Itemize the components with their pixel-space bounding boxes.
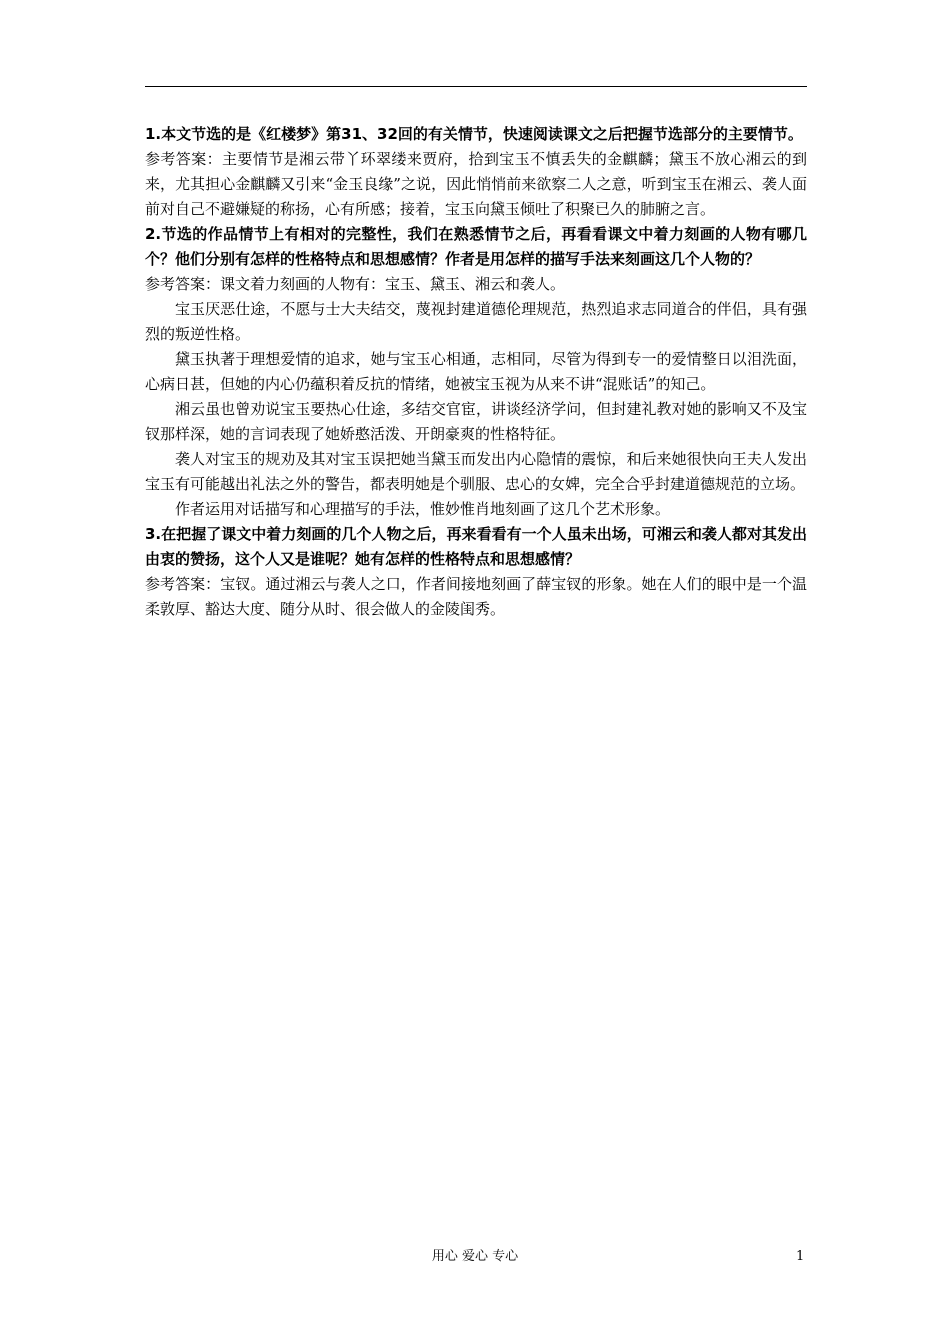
- page-number: 1: [796, 1249, 805, 1264]
- answer-paragraph-xiren: 袭人对宝玉的规劝及其对宝玉误把她当黛玉而发出内心隐情的震惊，和后来她很快向王夫人发出宝玉有可能越出礼法之外的警告，都表明她是个驯服、忠心的女婢，完全合乎封建道德规范的立场。: [145, 450, 807, 493]
- question-2-section: [145, 222, 807, 522]
- question-1-section: [145, 122, 807, 222]
- question-2-text: 2.节选的作品情节上有相对的完整性，我们在熟悉情节之后，再看看课文中着力刻画的人物有哪几个？他们分别有怎样的性格特点和思想感情？作者是用怎样的描写手法来刻画这几个人物的？: [145, 225, 807, 268]
- question-2-answer: 参考答案：课文着力刻画的人物有：宝玉、黛玉、湘云和袭人。: [145, 275, 566, 293]
- header-rule: [145, 86, 807, 87]
- document-body: [145, 122, 807, 622]
- question-3-section: [145, 522, 807, 622]
- answer-paragraph-baoyu: 宝玉厌恶仕途，不愿与士大夫结交，蔑视封建道德伦理规范，热烈追求志同道合的伴侣，具有强烈的叛逆性格。: [145, 300, 807, 343]
- answer-paragraph-xiangyun: 湘云虽也曾劝说宝玉要热心仕途，多结交官宦，讲谈经济学问，但封建礼教对她的影响又不及宝钗那样深，她的言词表现了她娇憨活泼、开朗豪爽的性格特征。: [145, 400, 807, 443]
- question-3-text: 3.在把握了课文中着力刻画的几个人物之后，再来看看有一个人虽未出场，可湘云和袭人都对其发出由衷的赞扬，这个人又是谁呢？她有怎样的性格特点和思想感情？: [145, 525, 807, 568]
- question-1-answer: 参考答案：主要情节是湘云带丫环翠缕来贾府，拾到宝玉不慎丢失的金麒麟；黛玉不放心湘云的到来，尤其担心金麒麟又引来“金玉良缘”之说，因此悄悄前来欲察二人之意，听到宝玉在湘云、袭人面前对自己不避嫌疑的称扬，心有所感；接着，宝玉向黛玉倾吐了积聚已久的肺腑之言。: [145, 150, 807, 218]
- answer-paragraph-daiyu: 黛玉执著于理想爱情的追求，她与宝玉心相通，志相同，尽管为得到专一的爱情整日以泪洗面，心病日甚，但她的内心仍蕴积着反抗的情绪，她被宝玉视为从来不讲“混账话”的知己。: [145, 350, 807, 393]
- answer-paragraph-technique: 作者运用对话描写和心理描写的手法，惟妙惟肖地刻画了这几个艺术形象。: [175, 500, 671, 518]
- footer-motto: 用心 爱心 专心: [431, 1249, 519, 1264]
- question-1-text: 1.本文节选的是《红楼梦》第31、32回的有关情节，快速阅读课文之后把握节选部分的主要情节。: [145, 125, 803, 143]
- question-3-answer: 参考答案：宝钗。通过湘云与袭人之口，作者间接地刻画了薛宝钗的形象。她在人们的眼中是一个温柔敦厚、豁达大度、随分从时、很会做人的金陵闺秀。: [145, 575, 807, 618]
